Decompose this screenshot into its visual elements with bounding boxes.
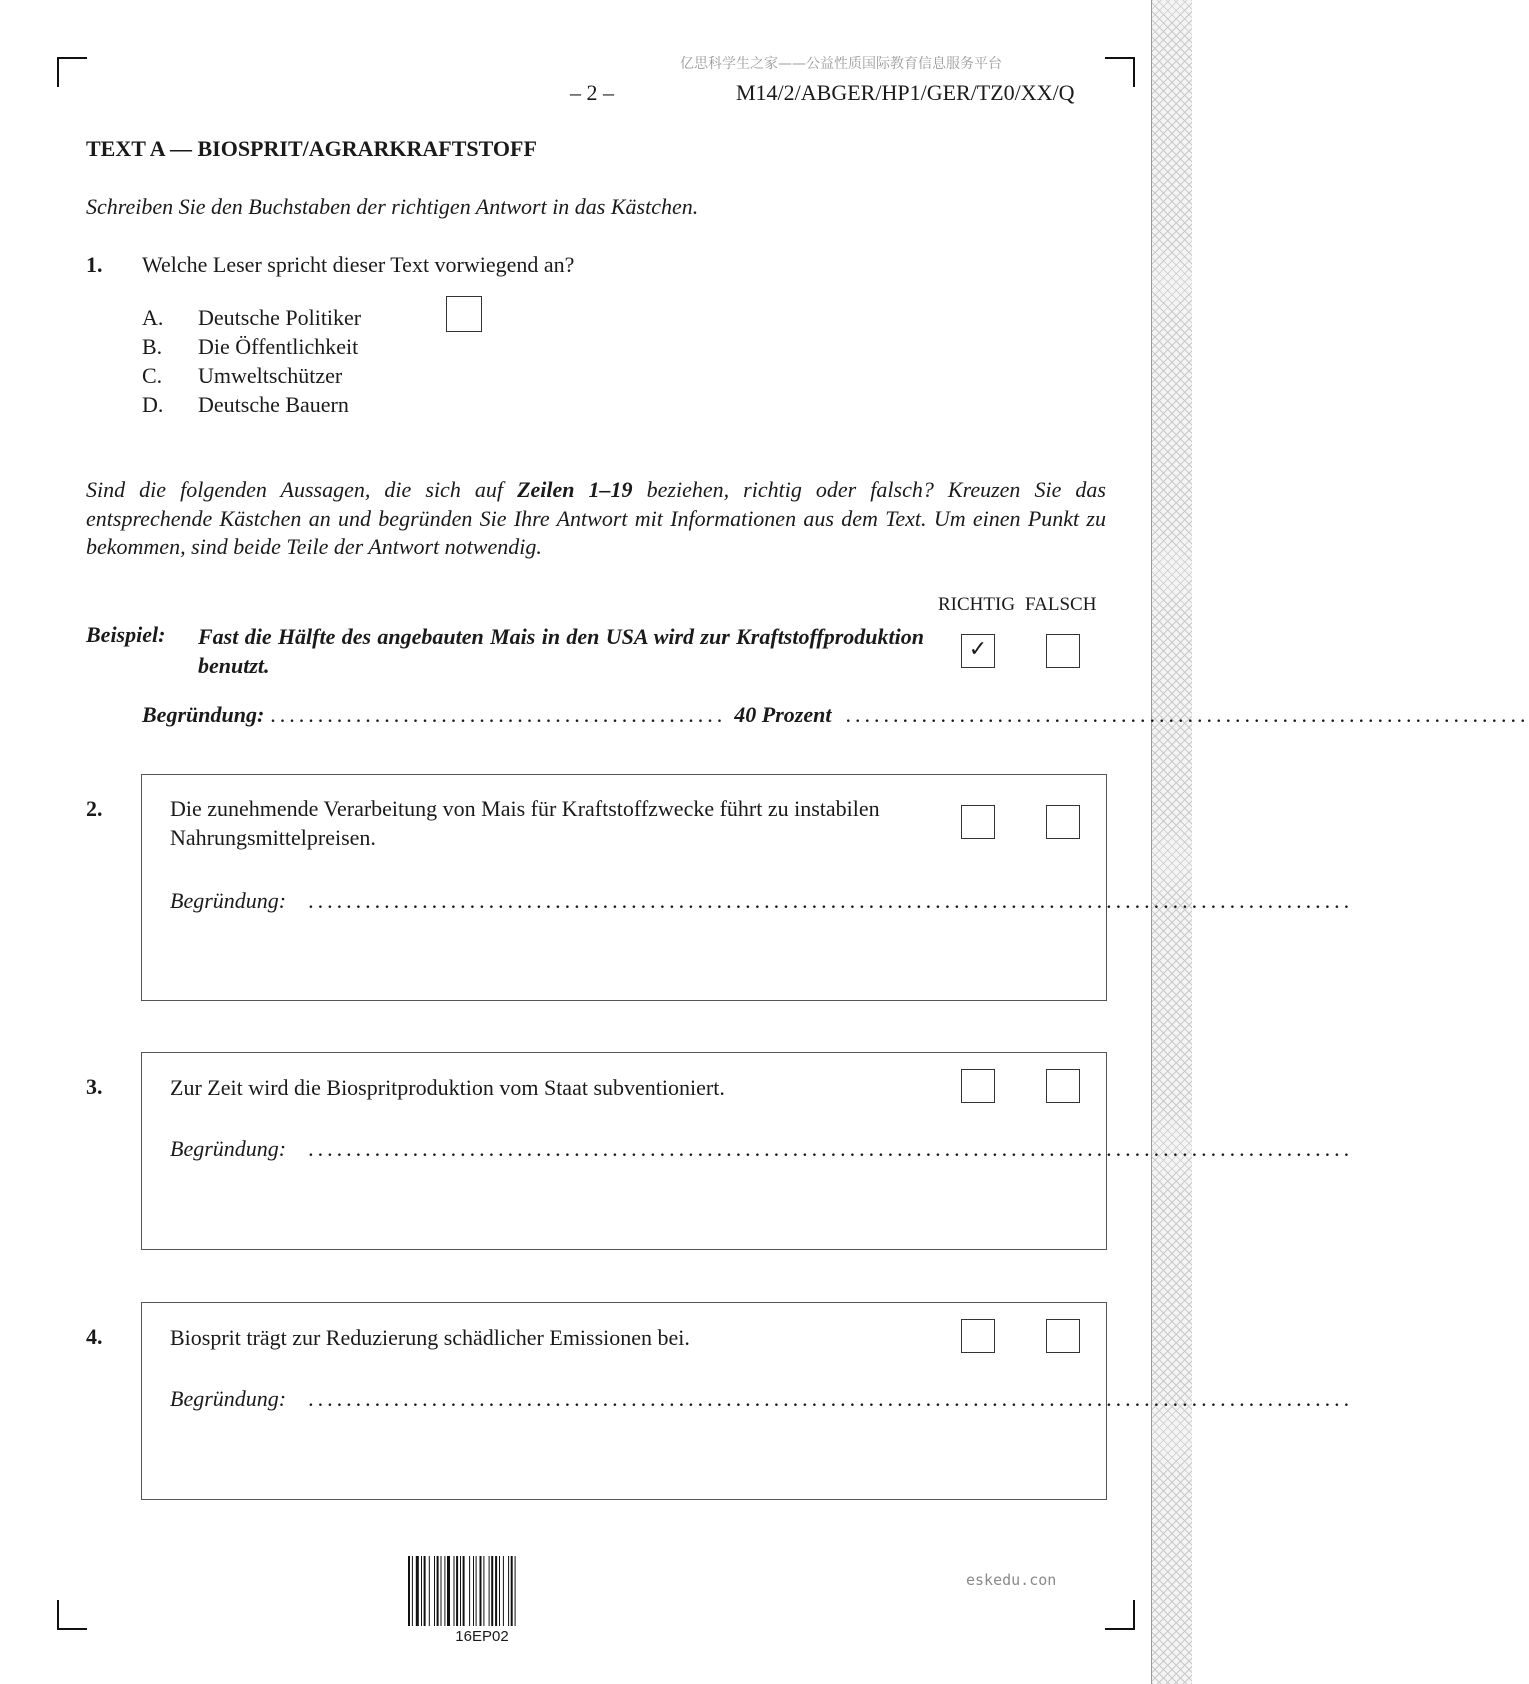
option-b-text: Die Öffentlichkeit bbox=[198, 334, 359, 359]
answer-box-question-1[interactable] bbox=[446, 296, 482, 332]
statement-3-reason-row[interactable] bbox=[170, 1136, 1354, 1162]
dotted-line: .............................................................................................................. bbox=[308, 888, 1354, 913]
example-falsch-box bbox=[1046, 634, 1080, 668]
statement-4-reason-row[interactable] bbox=[170, 1386, 1354, 1412]
statement-3-falsch-box[interactable] bbox=[1046, 1069, 1080, 1103]
statement-2-text: Die zunehmende Verarbeitung von Mais für Kraftstoffzwecke führt zu instabilen Nahrungsmittelpreisen. bbox=[170, 796, 880, 850]
example-reason-row bbox=[142, 702, 1529, 728]
statement-4-falsch-box[interactable] bbox=[1046, 1319, 1080, 1353]
example-reason-label: Begründung: bbox=[142, 702, 265, 727]
crop-mark-top-left bbox=[57, 57, 87, 87]
statement-3-reason-label: Begründung: bbox=[170, 1136, 287, 1161]
dotted-line: ........................................................................ bbox=[845, 702, 1529, 727]
footer-site: eskedu.con bbox=[966, 1571, 1057, 1589]
statement-2-falsch-box[interactable] bbox=[1046, 805, 1080, 839]
option-c-letter: C. bbox=[142, 363, 163, 388]
statement-2-reason-label: Begründung: bbox=[170, 888, 287, 913]
statement-2-number: 2. bbox=[86, 796, 103, 821]
statement-2-richtig-box[interactable] bbox=[961, 805, 995, 839]
dotted-line: ................................................ bbox=[270, 702, 727, 727]
option-c-text: Umweltschützer bbox=[198, 363, 343, 388]
statement-2-reason-row[interactable] bbox=[170, 888, 1354, 914]
statement-4-number: 4. bbox=[86, 1324, 103, 1349]
page-edge-strip bbox=[1151, 0, 1192, 1684]
statement-3-text: Zur Zeit wird die Biospritproduktion vom Staat subventioniert. bbox=[170, 1075, 725, 1100]
paper-code: M14/2/ABGER/HP1/GER/TZ0/XX/Q bbox=[736, 80, 1075, 105]
option-d-text: Deutsche Bauern bbox=[198, 392, 349, 417]
question-1-text: Welche Leser spricht dieser Text vorwiegend an? bbox=[142, 252, 575, 277]
example-text: Fast die Hälfte des angebauten Mais in den USA wird zur Kraftstoffproduktion benutzt. bbox=[198, 624, 924, 678]
option-b-letter: B. bbox=[142, 334, 163, 359]
question-1-number: 1. bbox=[86, 252, 103, 277]
statement-4-text: Biosprit trägt zur Reduzierung schädlicher Emissionen bei. bbox=[170, 1325, 690, 1350]
example-richtig-box bbox=[961, 634, 995, 668]
barcode-image bbox=[408, 1556, 556, 1626]
statement-4-richtig-box[interactable] bbox=[961, 1319, 995, 1353]
section-instruction: Schreiben Sie den Buchstaben der richtigen Antwort in das Kästchen. bbox=[86, 194, 699, 219]
section-title: TEXT A — BIOSPRIT/AGRARKRAFTSTOFF bbox=[86, 136, 537, 161]
option-a-text: Deutsche Politiker bbox=[198, 305, 362, 330]
dotted-line: .............................................................................................................. bbox=[308, 1386, 1354, 1411]
instruction-lines-ref: Zeilen 1–19 bbox=[517, 477, 633, 502]
dotted-line: .............................................................................................................. bbox=[308, 1136, 1354, 1161]
true-false-instruction bbox=[86, 476, 1106, 562]
example-label: Beispiel: bbox=[86, 622, 166, 647]
crop-mark-bottom-right bbox=[1105, 1600, 1135, 1630]
crop-mark-top-right bbox=[1105, 57, 1135, 87]
check-mark-icon: ✓ bbox=[968, 637, 988, 662]
header-watermark: 亿思科学生之家——公益性质国际教育信息服务平台 bbox=[680, 56, 1002, 72]
statement-4-reason-label: Begründung: bbox=[170, 1386, 287, 1411]
column-head-richtig: RICHTIG bbox=[938, 594, 1016, 615]
option-a-letter: A. bbox=[142, 305, 164, 330]
example-reason-answer: 40 Prozent bbox=[734, 702, 832, 727]
instruction-part-2: beziehen, richtig oder falsch? Kreuzen Sie das entsprechende Kästchen an und begründen Sie Ihre Antwort mit Informationen aus dem Text. Um einen Punkt zu bekommen, sind beide Teile der Antwort notwendig. bbox=[86, 477, 1106, 559]
barcode-label: 16EP02 bbox=[455, 1628, 509, 1645]
instruction-part-1: Sind die folgenden Aussagen, die sich auf bbox=[86, 477, 518, 502]
page-number: – 2 – bbox=[570, 80, 614, 105]
crop-mark-bottom-left bbox=[57, 1600, 87, 1630]
statement-3-number: 3. bbox=[86, 1074, 103, 1099]
statement-3-richtig-box[interactable] bbox=[961, 1069, 995, 1103]
option-d-letter: D. bbox=[142, 392, 164, 417]
column-head-falsch: FALSCH bbox=[1025, 594, 1097, 615]
